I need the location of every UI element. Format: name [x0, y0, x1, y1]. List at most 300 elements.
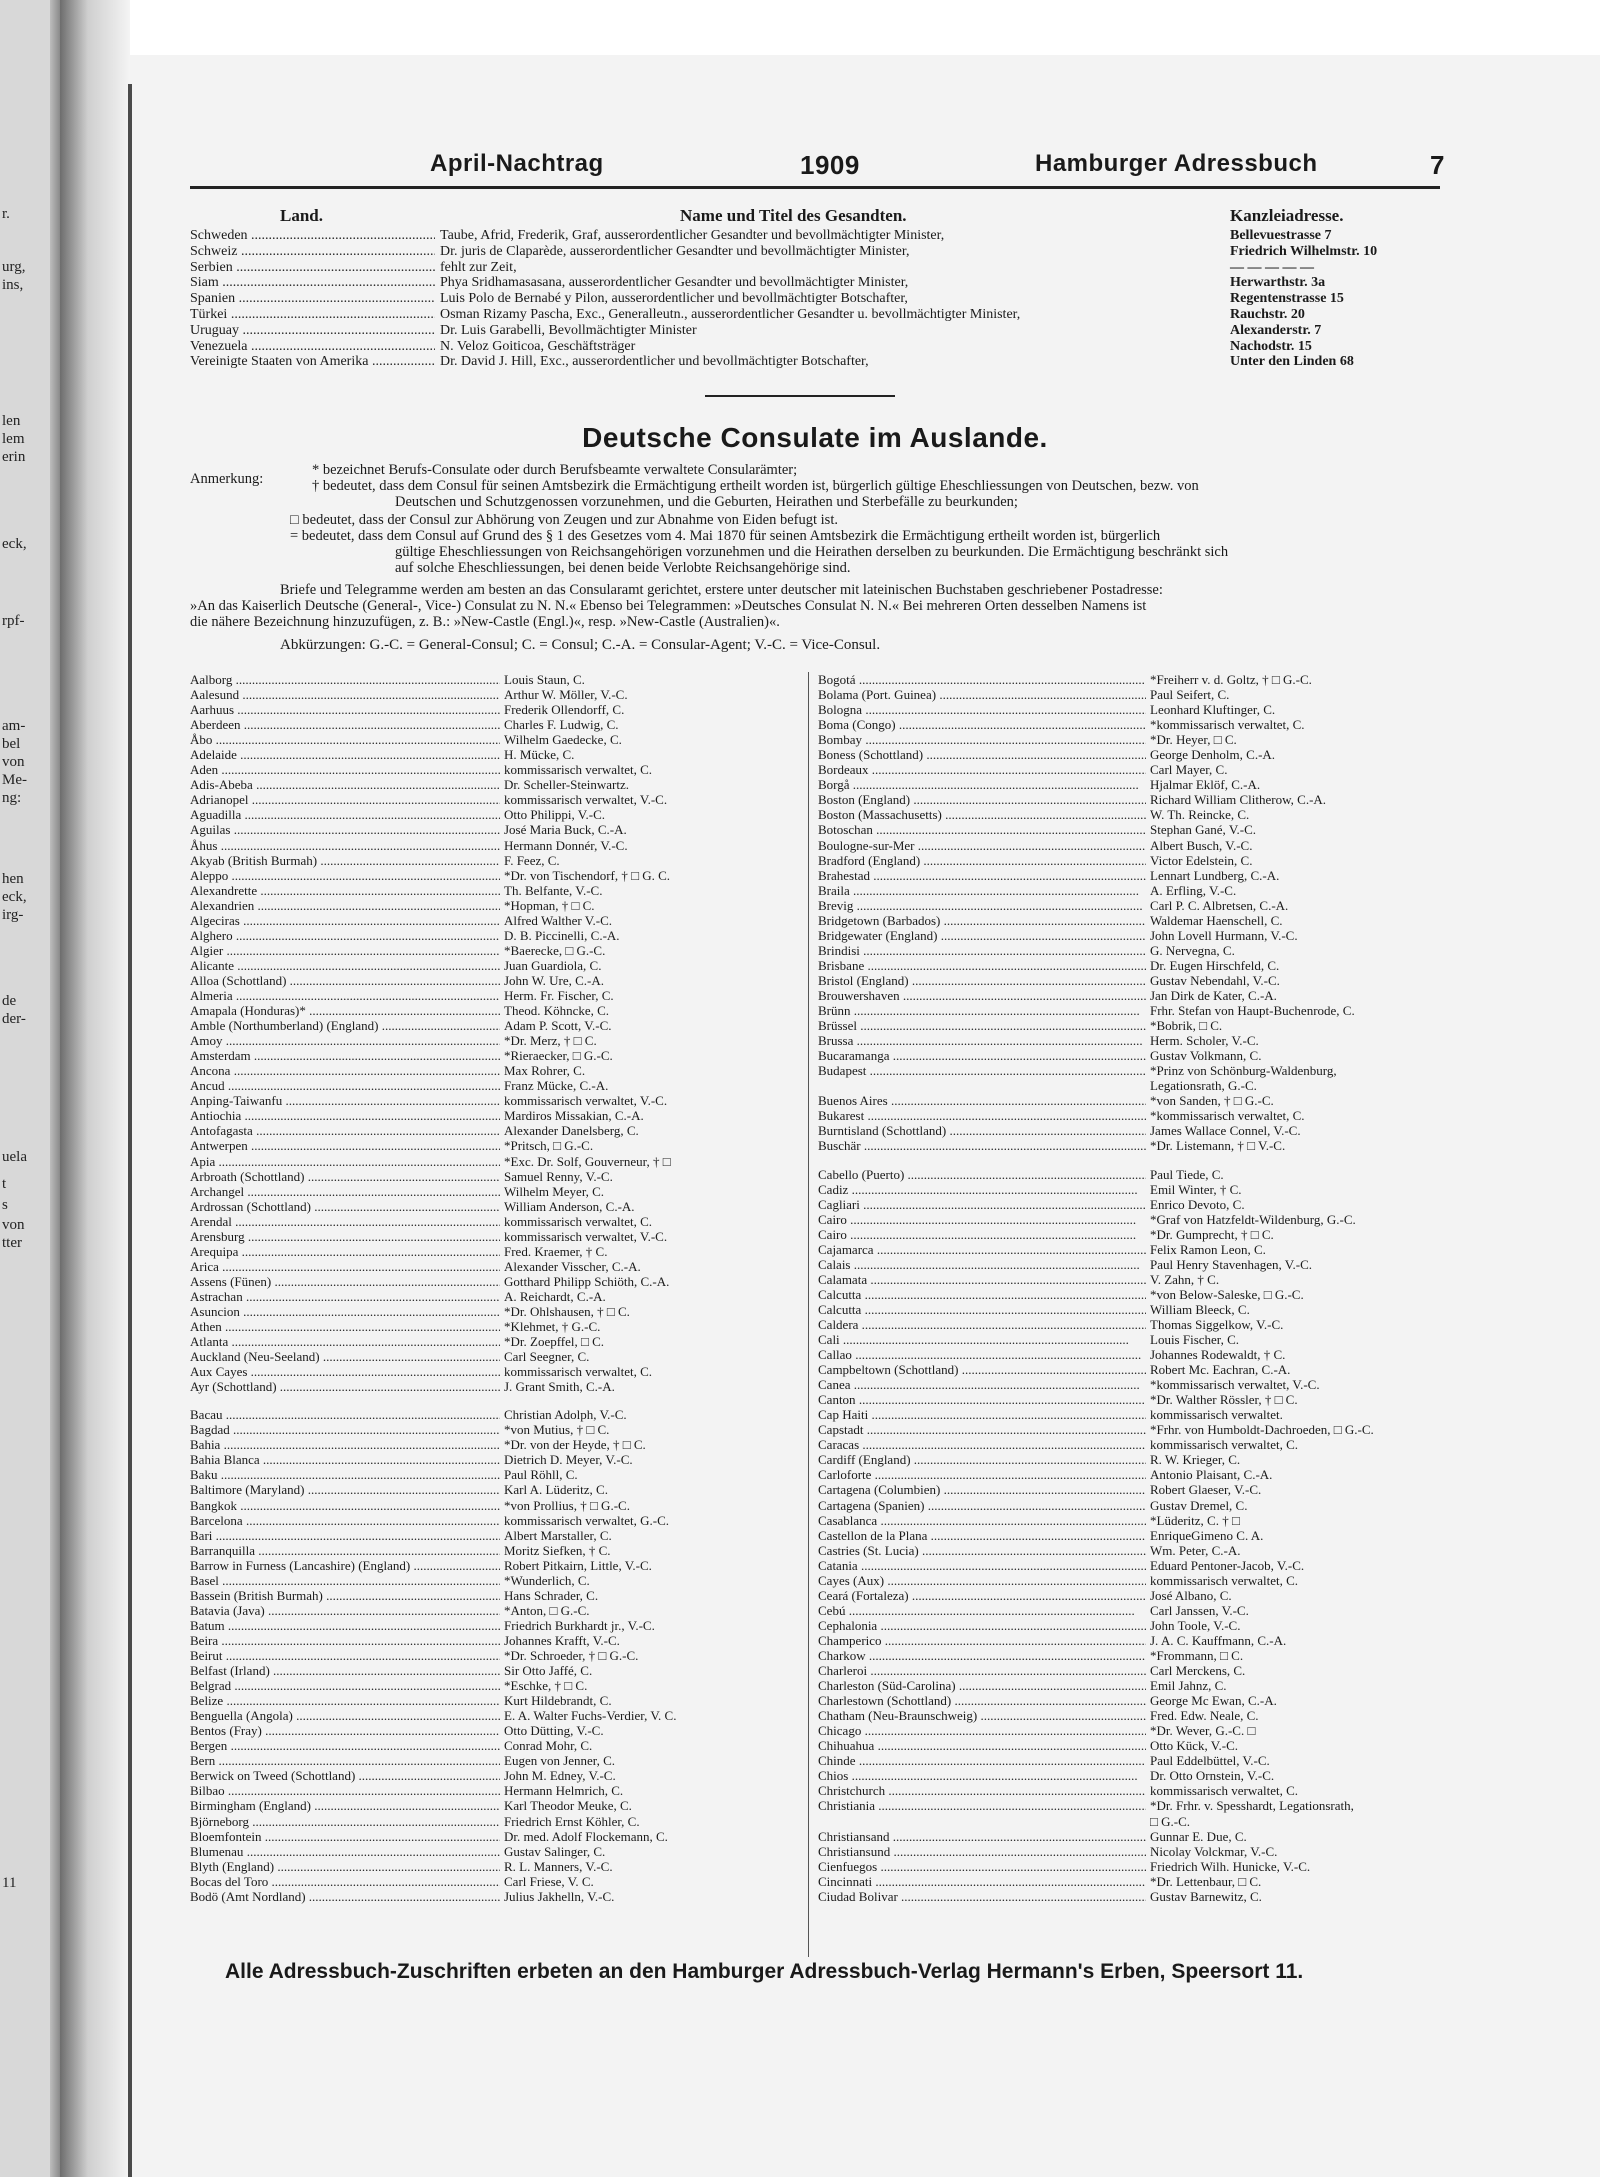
consul-name: Eduard Pentoner-Jacob, V.-C. [1150, 1557, 1305, 1573]
consulate-entry [818, 792, 1448, 807]
consulate-entry [818, 1844, 1448, 1859]
consul-name: Gustav Nebendahl, V.-C. [1150, 972, 1280, 988]
consulate-entry [190, 1528, 800, 1543]
consul-name: John Lovell Hurmann, V.-C. [1150, 927, 1298, 943]
envoy-country: Schweden ..... [190, 228, 435, 244]
consulate-place: Barrow in Furness (Lancashire) (England) ..... [190, 1558, 500, 1573]
consulate-place: Cincinnati ..... [818, 1874, 1146, 1889]
consulate-entry [190, 1379, 800, 1394]
consulate-place: Cadiz ..... [818, 1182, 1146, 1197]
consulate-place: Alloa (Schottland) ..... [190, 973, 500, 988]
consulate-entry [190, 762, 800, 777]
consul-name: Antonio Plaisant, C.-A. [1150, 1467, 1273, 1483]
consulate-entry [190, 1108, 800, 1123]
consul-name: Emil Jahnz, C. [1150, 1678, 1227, 1694]
consulate-entry [818, 1138, 1448, 1153]
consul-name: Robert Pitkairn, Little, V.-C. [504, 1557, 652, 1573]
consulate-place: Bombay ..... [818, 732, 1146, 747]
consulate-entry [190, 883, 800, 898]
adjacent-page-fragment: von [2, 1217, 25, 1233]
consulate-place: Alghero ..... [190, 928, 500, 943]
consulate-entry [818, 1633, 1448, 1648]
consulate-entry [190, 1588, 800, 1603]
consul-name: John M. Edney, V.-C. [504, 1768, 616, 1784]
consulate-entry [190, 958, 800, 973]
consul-name: Hans Schrader, C. [504, 1587, 599, 1603]
consul-name: Herm. Scholer, V.-C. [1150, 1033, 1259, 1049]
consulate-entry [190, 822, 800, 837]
consulate-place: Alexandrien ..... [190, 898, 500, 913]
consul-name: Alexander Danelsberg, C. [504, 1123, 639, 1139]
consulate-place: Antofagasta ..... [190, 1123, 500, 1138]
consul-name: Alexander Visscher, C.-A. [504, 1258, 641, 1274]
consulate-place: Aalborg ..... [190, 672, 500, 687]
consulate-place: Christiania ..... [818, 1798, 1146, 1813]
consulate-place: Algeciras ..... [190, 913, 500, 928]
consulate-entry [190, 792, 800, 807]
consul-name: *Lüderitz, C. † □ [1150, 1512, 1240, 1528]
consul-name: Gustav Barnewitz, C. [1150, 1888, 1262, 1904]
consul-name: Juan Guardiola, C. [504, 957, 602, 973]
consulate-entry [818, 1392, 1448, 1407]
consulate-entry [190, 928, 800, 943]
consulate-place: Cajamarca ..... [818, 1242, 1146, 1257]
consulate-place: Algier ..... [190, 943, 500, 958]
consulate-place: Amsterdam ..... [190, 1048, 500, 1063]
consulate-entry [818, 1317, 1448, 1332]
consulate-entry [190, 1437, 800, 1452]
consulate-entry [190, 1018, 800, 1033]
consulate-place: Ancud ..... [190, 1078, 500, 1093]
consulate-place: Akyab (British Burmah) ..... [190, 853, 500, 868]
consulate-place: Cardiff (England) ..... [818, 1452, 1146, 1467]
consulate-entry [190, 1093, 800, 1108]
envoy-country: Siam ..... [190, 275, 435, 291]
consulate-place: Barranquilla ..... [190, 1543, 500, 1558]
consulate-entry [818, 822, 1448, 837]
consulate-entry [818, 988, 1448, 1003]
consulate-entry [190, 913, 800, 928]
consulate-entry [818, 1093, 1448, 1108]
consulate-entry [190, 868, 800, 883]
consulate-place: Blyth (England) ..... [190, 1859, 500, 1874]
consulate-place: Ayr (Schottland) ..... [190, 1379, 500, 1394]
envoy-country: Serbien ..... [190, 260, 435, 276]
consul-name: Paul Eddelbüttel, V.-C. [1150, 1753, 1270, 1769]
consulate-entry [190, 1874, 800, 1889]
consulate-entry [190, 1123, 800, 1138]
envoy-name: N. Veloz Goiticoa, Geschäftsträger [440, 338, 636, 354]
consulate-place: Calcutta ..... [818, 1287, 1146, 1302]
envoy-office: Bellevuestrasse 7 [1230, 228, 1332, 243]
adjacent-page-fragment: r. [2, 206, 10, 222]
envoy-country: Venezuela ..... [190, 339, 435, 355]
note-line: * bezeichnet Berufs-Consulate oder durch Berufsbeamte verwaltete Consularämter; [312, 462, 798, 478]
consulate-place: Boma (Congo) ..... [818, 717, 1146, 732]
consul-name: José Maria Buck, C.-A. [504, 822, 627, 838]
consulate-entry [190, 1829, 800, 1844]
consul-name: Moritz Siefken, † C. [504, 1542, 611, 1558]
consulate-entry [818, 1422, 1448, 1437]
consulate-place: Bentos (Fray) ..... [190, 1723, 500, 1738]
consul-name: kommissarisch verwaltet, G.-C. [504, 1512, 669, 1528]
consulate-place: Chihuahua ..... [818, 1738, 1146, 1753]
consulate-entry [818, 1829, 1448, 1844]
consul-name: Paul Henry Stavenhagen, V.-C. [1150, 1256, 1312, 1272]
consul-name: Hermann Donnér, V.-C. [504, 837, 628, 853]
consulate-entry [818, 1528, 1448, 1543]
adjacent-page-fragment: tter [2, 1235, 22, 1251]
consul-name: George Denholm, C.-A. [1150, 747, 1276, 763]
consul-name: Carl Mayer, C. [1150, 762, 1228, 778]
adjacent-page-fragment: len [2, 413, 21, 429]
consul-name: *Wunderlich, C. [504, 1572, 590, 1588]
consul-name: *Baerecke, □ G.-C. [504, 942, 606, 958]
consulate-entry [190, 1648, 800, 1663]
consulate-entry [818, 1588, 1448, 1603]
consul-name: Johannes Krafft, V.-C. [504, 1632, 620, 1648]
consulate-entry [818, 958, 1448, 973]
consulate-place: Christiansand ..... [818, 1829, 1146, 1844]
consulate-entry [190, 1304, 800, 1319]
consul-name: Victor Edelstein, C. [1150, 852, 1253, 868]
consul-name: Karl A. Lüderitz, C. [504, 1482, 608, 1498]
consulate-place: Brussa ..... [818, 1033, 1146, 1048]
consulate-entry [818, 732, 1448, 747]
consulate-place: Antiochia ..... [190, 1108, 500, 1123]
consulate-place: Anping-Taiwanfu ..... [190, 1093, 500, 1108]
envoys-column-land: Land. [280, 206, 323, 225]
consulate-entry [818, 1467, 1448, 1482]
consulate-entry [818, 1182, 1448, 1197]
consulate-place: Burntisland (Schottland) ..... [818, 1123, 1146, 1138]
consul-name: Arthur W. Möller, V.-C. [504, 687, 628, 703]
consulate-entry [818, 1859, 1448, 1874]
consulate-place: Boness (Schottland) ..... [818, 747, 1146, 762]
consul-name: Theod. Köhncke, C. [504, 1003, 610, 1019]
consul-name: *von Sanden, † □ G.-C. [1150, 1093, 1274, 1109]
consulate-entry [818, 1272, 1448, 1287]
consulate-entry [818, 973, 1448, 988]
consulate-place: Bristol (England) ..... [818, 973, 1146, 988]
consulate-place: Ardrossan (Schottland) ..... [190, 1199, 500, 1214]
consul-name: Mardiros Missakian, C.-A. [504, 1108, 644, 1124]
consul-name: □ G.-C. [1150, 1813, 1190, 1829]
consulate-place: Calamata ..... [818, 1272, 1146, 1287]
consulate-entry [190, 1274, 800, 1289]
abbreviations: Abkürzungen: G.-C. = General-Consul; C. = Consul; C.-A. = Consular-Agent; V.-C. = Vice-Consul. [280, 637, 881, 653]
consul-name: *von Mutius, † □ C. [504, 1422, 610, 1438]
consul-name: *kommissarisch verwaltet, C. [1150, 717, 1305, 733]
consulate-entry [818, 1693, 1448, 1708]
consulate-entry [190, 1618, 800, 1633]
consulate-entry [818, 898, 1448, 913]
consulate-entry [818, 1814, 1448, 1829]
consulate-place: Beirut ..... [190, 1648, 500, 1663]
consulate-place: Braila ..... [818, 883, 1146, 898]
consul-name: *Dr. Lettenbaur, □ C. [1150, 1873, 1262, 1889]
consulate-place: Castries (St. Lucia) ..... [818, 1543, 1146, 1558]
consulate-place: Brevig ..... [818, 898, 1146, 913]
consulate-place: Åhus ..... [190, 838, 500, 853]
consulate-place: Cap Haiti ..... [818, 1407, 1146, 1422]
consul-name: Carl Merckens, C. [1150, 1663, 1246, 1679]
envoy-office: Regentenstrasse 15 [1230, 291, 1344, 307]
consul-name: Gustav Dremel, C. [1150, 1497, 1248, 1513]
consulate-list-left [190, 672, 800, 1904]
consulate-entry [818, 1287, 1448, 1302]
consulate-place: Cartagena (Spanien) ..... [818, 1498, 1146, 1513]
consul-name: Franz Mücke, C.-A. [504, 1078, 609, 1094]
envoy-name: fehlt zur Zeit, [440, 259, 517, 275]
adjacent-page-fragment: ng: [2, 790, 22, 806]
consul-name: Max Rohrer, C. [504, 1063, 586, 1079]
consul-name: Albert Busch, V.-C. [1150, 837, 1253, 853]
consulate-entry [818, 1573, 1448, 1588]
consul-name: Kurt Hildebrandt, C. [504, 1693, 612, 1709]
consulate-place: Cali ..... [818, 1332, 1146, 1347]
consulate-place: Belfast (Irland) ..... [190, 1663, 500, 1678]
consulate-entry [818, 928, 1448, 943]
consulate-place: Chatham (Neu-Braunschweig) ..... [818, 1708, 1146, 1723]
consulate-place: Charlestown (Schottland) ..... [818, 1693, 1146, 1708]
consulate-place: Belize ..... [190, 1693, 500, 1708]
consulate-place: Arica ..... [190, 1259, 500, 1274]
consulate-place: Casablanca ..... [818, 1513, 1146, 1528]
consul-name: Karl Theodor Meuke, C. [504, 1798, 632, 1814]
consul-name: *Freiherr v. d. Goltz, † □ G.-C. [1150, 672, 1312, 687]
consulate-place: Aden ..... [190, 762, 500, 777]
consulate-entry [190, 1199, 800, 1214]
consul-name: José Albano, C. [1150, 1587, 1232, 1603]
page-number: 7 [1430, 150, 1445, 180]
consul-name: Stephan Gané, V.-C. [1150, 822, 1257, 838]
consul-name: Felix Ramon Leon, C. [1150, 1241, 1266, 1257]
consul-name: Dr. med. Adolf Flockemann, C. [504, 1828, 668, 1844]
consul-name: kommissarisch verwaltet, C. [504, 762, 653, 778]
consulate-place: Bagdad ..... [190, 1422, 500, 1437]
consulate-entry [818, 702, 1448, 717]
consulate-place: Adis-Abeba ..... [190, 777, 500, 792]
consulate-place: Cabello (Puerto) ..... [818, 1167, 1146, 1182]
consul-name: kommissarisch verwaltet, C. [1150, 1783, 1299, 1799]
consulate-entry [190, 988, 800, 1003]
consulate-place: Campbeltown (Schottland) ..... [818, 1362, 1146, 1377]
consulate-entry [190, 1738, 800, 1753]
consul-name: *Anton, □ G.-C. [504, 1602, 590, 1618]
consul-name: Johannes Rodewaldt, † C. [1150, 1347, 1286, 1363]
consulate-entry [190, 838, 800, 853]
consulate-place: Christchurch ..... [818, 1783, 1146, 1798]
envoy-office: Unter den Linden 68 [1230, 354, 1354, 370]
consulate-entry [190, 1349, 800, 1364]
consul-name: Lennart Lundberg, C.-A. [1150, 867, 1280, 883]
consulate-entry [818, 717, 1448, 732]
consulate-entry [190, 1078, 800, 1093]
running-header-right: Hamburger Adressbuch [1035, 150, 1318, 177]
consul-name: John Toole, V.-C. [1150, 1617, 1241, 1633]
consulate-entry [190, 1063, 800, 1078]
consulate-place: Boulogne-sur-Mer ..... [818, 838, 1146, 853]
consulate-place: Amapala (Honduras)* ..... [190, 1003, 500, 1018]
consulate-place: Adelaide ..... [190, 747, 500, 762]
consulate-place: Astrachan ..... [190, 1289, 500, 1304]
adjacent-page-fragment: eck, [2, 889, 27, 905]
consulate-entry [190, 1633, 800, 1648]
list-gap [818, 1154, 1448, 1167]
consul-name: *Dr. Frhr. v. Spesshardt, Legationsrath, [1150, 1798, 1354, 1814]
consul-name: Conrad Mohr, C. [504, 1738, 593, 1754]
consul-name: *Frommann, □ C. [1150, 1648, 1244, 1663]
consulate-place: Carloforte ..... [818, 1467, 1146, 1482]
consulate-entry [818, 1452, 1448, 1467]
consul-name: *kommissarisch verwaltet, C. [1150, 1108, 1305, 1124]
consulate-entry [818, 1362, 1448, 1377]
consulate-entry [190, 1798, 800, 1813]
consulate-entry [818, 1798, 1448, 1813]
consul-name: Wilhelm Meyer, C. [504, 1183, 605, 1199]
consul-name: Alfred Walther V.-C. [504, 912, 612, 928]
envoy-country: Türkei ..... [190, 307, 435, 323]
adjacent-page-fragment: der- [2, 1011, 26, 1027]
consul-name: Frederik Ollendorff, C. [504, 702, 625, 718]
consulate-place: Arendal ..... [190, 1214, 500, 1229]
consul-name: Louis Fischer, C. [1150, 1332, 1240, 1348]
consul-name: Thomas Siggelkow, V.-C. [1150, 1316, 1284, 1332]
consul-name: Gustav Salinger, C. [504, 1843, 606, 1859]
consul-name: W. Th. Reincke, C. [1150, 807, 1250, 823]
envoy-country: Schweiz ..... [190, 244, 435, 260]
consul-name: Paul Röhll, C. [504, 1467, 578, 1483]
adjacent-page-fragment: am- [2, 718, 26, 734]
adjacent-page-fragment: t [2, 1176, 7, 1192]
consulate-place: Brüssel ..... [818, 1018, 1146, 1033]
consul-name: R. L. Manners, V.-C. [504, 1858, 613, 1874]
consul-name: Wm. Peter, C.-A. [1150, 1542, 1241, 1558]
consulate-place: Calcutta ..... [818, 1302, 1146, 1317]
adjacent-page-fragment: uela [2, 1149, 27, 1165]
consul-name: Robert Glaeser, V.-C. [1150, 1482, 1262, 1498]
consulate-entry [190, 717, 800, 732]
consul-name: Wilhelm Gaedecke, C. [504, 732, 622, 748]
consulate-entry [818, 1648, 1448, 1663]
consul-name: *Klehmet, † G.-C. [504, 1319, 601, 1335]
consulate-entry [818, 1663, 1448, 1678]
consulate-entry [818, 1768, 1448, 1783]
consulate-entry [190, 702, 800, 717]
consul-name: Otto Philippi, V.-C. [504, 807, 606, 823]
consulate-place: Baltimore (Maryland) ..... [190, 1482, 500, 1497]
consulate-place: Catania ..... [818, 1558, 1146, 1573]
consul-name: Samuel Renny, V.-C. [504, 1168, 613, 1184]
consulate-entry [818, 1227, 1448, 1242]
consulate-place: Aguadilla ..... [190, 807, 500, 822]
consulate-place: Ancona ..... [190, 1063, 500, 1078]
consul-name: *Dr. Gumprecht, † □ C. [1150, 1226, 1274, 1242]
consulate-entry [190, 1708, 800, 1723]
consulate-entry [818, 1874, 1448, 1889]
consulate-place: Aalesund ..... [190, 687, 500, 702]
consul-name: kommissarisch verwaltet, C. [1150, 1572, 1299, 1588]
consulate-entry [818, 1543, 1448, 1558]
consulate-place: Apia ..... [190, 1154, 500, 1169]
envoy-name: Phya Sridhamasasana, ausserordentlicher Gesandter und bevollmächtigter Minister, [440, 275, 909, 291]
consulate-entry [190, 672, 800, 687]
consul-name: Otto Dütting, V.-C. [504, 1723, 604, 1739]
consulate-place: Canea ..... [818, 1377, 1146, 1392]
consul-name: William Anderson, C.-A. [504, 1198, 635, 1214]
consulate-place: Callao ..... [818, 1347, 1146, 1362]
consulate-entry [190, 1558, 800, 1573]
consul-name: Carl P. C. Albretsen, C.-A. [1150, 897, 1289, 913]
consul-name: *von Below-Saleske, □ G.-C. [1150, 1286, 1304, 1302]
consul-name: *Eschke, † □ C. [504, 1678, 588, 1694]
consulate-entry [818, 747, 1448, 762]
consul-name: Legationsrath, G.-C. [1150, 1078, 1257, 1094]
consulate-place: Aguilas ..... [190, 822, 500, 837]
consulate-place: Basel ..... [190, 1573, 500, 1588]
consulate-place: Blumenau ..... [190, 1844, 500, 1859]
consulate-entry [818, 1018, 1448, 1033]
consul-name: *Dr. Heyer, □ C. [1150, 732, 1237, 748]
consulate-place: Botoschan ..... [818, 822, 1146, 837]
envoy-name: Dr. juris de Claparède, ausserordentlicher Gesandter und bevollmächtigter Minister, [440, 243, 910, 259]
consul-name: Dietrich D. Meyer, V.-C. [504, 1452, 633, 1468]
consul-name: Louis Staun, C. [504, 672, 585, 687]
envoys-column-name: Name und Titel des Gesandten. [680, 206, 907, 225]
consul-name: Dr. Otto Ornstein, V.-C. [1150, 1768, 1275, 1784]
consulate-entry [190, 1859, 800, 1874]
consulate-entry [190, 1138, 800, 1153]
consul-name: Gotthard Philipp Schiöth, C.-A. [504, 1273, 670, 1289]
consulate-entry [190, 687, 800, 702]
consulate-place: Almeria ..... [190, 988, 500, 1003]
consul-name: George Mc Ewan, C.-A. [1150, 1693, 1277, 1709]
consulate-entry [818, 943, 1448, 958]
consul-name: *Rieraecker, □ G.-C. [504, 1048, 613, 1064]
consulate-entry [190, 1753, 800, 1768]
consulate-place: Berwick on Tweed (Schottland) ..... [190, 1768, 500, 1783]
consulate-place: Buschär ..... [818, 1138, 1146, 1153]
consul-name: Dr. Eugen Hirschfeld, C. [1150, 957, 1280, 973]
consulate-entry [190, 1048, 800, 1063]
consulate-entry [818, 672, 1448, 687]
consulate-entry [818, 1167, 1448, 1182]
consulate-place: Assens (Fünen) ..... [190, 1274, 500, 1289]
consulate-place: Bassein (British Burmah) ..... [190, 1588, 500, 1603]
consul-name: *von Prollius, † □ G.-C. [504, 1497, 630, 1513]
consulate-entry [190, 973, 800, 988]
consul-name: Julius Jakhelln, V.-C. [504, 1888, 615, 1904]
consulate-entry [818, 687, 1448, 702]
consulate-place: Bahia ..... [190, 1437, 500, 1452]
consulate-entry [190, 1844, 800, 1859]
consulate-place: Chios ..... [818, 1768, 1146, 1783]
consulate-place: Asuncion ..... [190, 1304, 500, 1319]
consulate-place: Bridgetown (Barbados) ..... [818, 913, 1146, 928]
envoy-country: Uruguay ..... [190, 323, 435, 339]
consulate-entry [190, 1364, 800, 1379]
adjacent-page-strip [0, 0, 60, 2177]
consul-name: *Dr. Walther Rössler, † □ C. [1150, 1392, 1298, 1408]
consulate-entry [818, 1332, 1448, 1347]
consulate-entry [190, 1033, 800, 1048]
consulate-place: Ciudad Bolivar ..... [818, 1889, 1146, 1904]
consulate-entry [190, 853, 800, 868]
consul-name: *Graf von Hatzfeldt-Wildenburg, G.-C. [1150, 1211, 1356, 1227]
consulate-entry [190, 1663, 800, 1678]
consulate-list-right [818, 672, 1448, 1904]
